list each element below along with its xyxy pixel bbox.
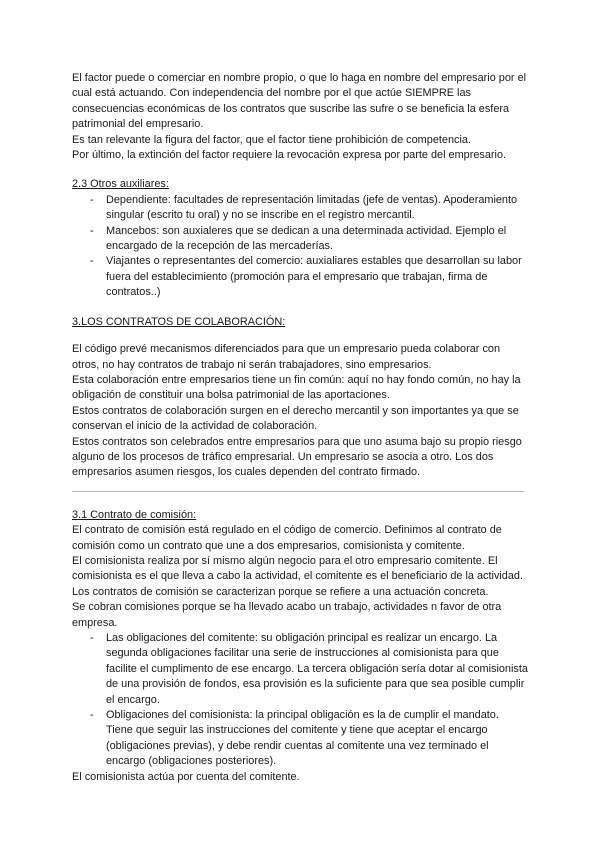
contratos-colaboracion-section	[72, 315, 528, 481]
horizontal-divider	[72, 491, 524, 492]
comision-closing-paragraph: El comisionista actúa por cuenta del comitente.	[72, 770, 300, 783]
comision-paragraph-2: El comisionista realiza por sí mismo algún negocio para el otro empresario comitente. El comisionista es el que lleva a cabo la actividad, el comitente es el beneficiario de la actividad.	[72, 554, 524, 583]
comision-paragraph-4: Se cobran comisiones porque se ha llevado acabo un trabajo, actividades n favor de otra empresa.	[72, 601, 502, 629]
colaboracion-paragraph-2: Esta colaboración entre empresarios tiene un fin común: aquí no hay fondo común, no hay la obligación de constituir una bolsa patrimonial de las aportaciones.	[72, 373, 521, 402]
list-item-viajantes: - Viajantes o representantes del comercio: auxialiares estables que desarrollan su labor fuera del establecimiento (promoción para el empresario que trabajan, firma de contratos..)	[72, 254, 528, 300]
section-heading-otros-auxiliares: 2.3 Otros auxiliares:	[72, 178, 169, 191]
colaboracion-paragraph-1: El código prevé mecanismos diferenciados para que un empresario pueda colaborar con otros, no hay contratos de trabajo ni serán trabajadores, sino empresarios.	[72, 343, 501, 371]
list-item-mancebos: - Mancebos: son auxialeres que se dedican a una determinada actividad. Ejemplo el encargado de la recepción de las mercaderías.	[72, 224, 528, 255]
auxiliares-list	[72, 193, 528, 301]
colaboracion-paragraph-4: Estos contratos son celebrados entre empresarios para que uno asuma bajo su propio riesgo alguno de los procesos de tráfico empresarial. Un empresario se asocia a otro. Los dos empresarios asumen riesgos, los cuales dependen del contrato firmado.	[72, 435, 522, 479]
list-item-obligaciones-comitente: - Las obligaciones del comitente: su obligación principal es realizar un encargo. La segunda obligaciones facilitar una serie de instrucciones al comisionista para que facilite el cumplimento de ese encargo. La tercera obligación sería dotar al comisionista de una provisión de fondos, esa provisión es la suficiente para que sea posible cumplir el encargo.	[72, 631, 528, 708]
comision-paragraph-1: El contrato de comisión está regulado en el código de comercio. Definimos al contrato de comisión como un contrato que une a dos empresarios, comisionista y comitente.	[72, 524, 502, 552]
colaboracion-paragraph-3: Estos contratos de colaboración surgen en el derecho mercantil y son importantes ya que se conservan el inicio de la actividad de colaboración.	[72, 404, 519, 433]
otros-auxiliares-section	[72, 177, 528, 300]
list-item-obligaciones-comisionista: - Obligaciones del comisionista: la principal obligación es la de cumplir el mandato. Tiene que seguir las instrucciones del comitente y tiene que aceptar el encargo (obligaciones previas), y debe rendir cuentas al comitente una vez terminado el encargo (obligaciones posteriores).	[72, 708, 528, 770]
section-heading-contrato-comision: 3.1 Contrato de comisión:	[72, 508, 197, 521]
document-page	[72, 71, 528, 785]
section-heading-contratos-colaboracion: 3.LOS CONTRATOS DE COLABORACIÓN:	[72, 315, 286, 328]
factor-paragraph-3: Por último, la extinción del factor requiere la revocación expresa por parte del empresario.	[72, 149, 507, 162]
contrato-comision-section	[72, 508, 528, 785]
factor-paragraph-1: El factor puede o comerciar en nombre propio, o que lo haga en nombre del empresario por el cual está actuando. Con independencia del nombre por el que actúe SIEMPRE las consecuencias económicas de los contratos que suscribe las sufre o se beneficia la esfera patrimonial del empresario.	[72, 72, 527, 131]
factor-paragraph-2: Es tan relevante la figura del factor, que el factor tiene prohibición de competencia.	[72, 133, 471, 146]
factor-section	[72, 71, 528, 163]
list-item-dependiente: - Dependiente: facultades de representación limitadas (jefe de ventas). Apoderamiento singular (escrito tu oral) y no se inscribe en el registro mercantil.	[72, 193, 528, 224]
comision-paragraph-3: Los contratos de comisión se caracterizan porque se refiere a una actuación concreta.	[72, 585, 489, 598]
obligaciones-list	[72, 631, 528, 770]
